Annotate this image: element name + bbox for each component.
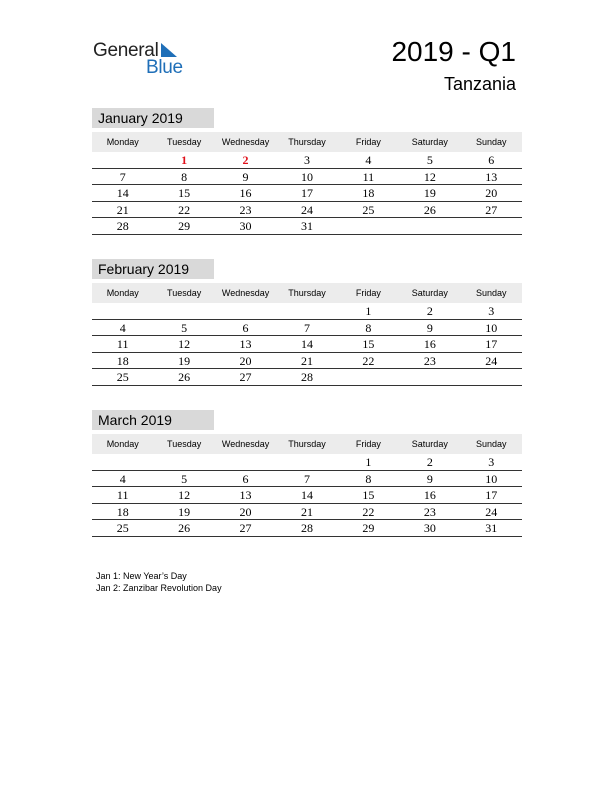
week-row [92,336,522,353]
day-cell: 3 [488,455,495,469]
day-cell: 7 [303,320,310,335]
day-cell: 21 [300,504,313,519]
day-cell: 27 [485,202,498,217]
weekday-header [92,132,522,152]
day-cell: 20 [485,186,498,201]
day-cell: 28 [300,521,313,536]
day-cell: 1 [365,304,372,318]
day-cell: 23 [239,202,252,217]
day-cell: 21 [116,202,129,217]
logo-word-general: General [93,40,159,61]
weekday-label: Wednesday [221,137,270,147]
day-cell: 29 [178,219,191,234]
day-cell: 21 [300,353,313,368]
day-cell: 18 [116,353,129,368]
day-cell: 15 [178,186,191,201]
day-cell: 22 [178,202,191,217]
day-cell: 15 [362,337,375,352]
day-cell: 18 [116,504,129,519]
month-january [92,108,522,235]
day-cell [276,454,337,470]
day-cell [461,218,522,234]
day-cell: 3 [303,153,310,167]
weekday-label: Friday [355,439,381,449]
day-cell: 10 [485,320,498,335]
day-cell: 8 [365,320,372,335]
day-cell: 12 [423,169,436,184]
weekday-label: Thursday [288,137,326,147]
day-cell: 6 [242,320,249,335]
day-cell: 25 [362,202,375,217]
day-cell [338,369,399,385]
day-cell: 19 [178,353,191,368]
week-row [92,303,522,320]
day-cell: 24 [485,504,498,519]
day-cell: 24 [485,353,498,368]
day-cell: 24 [300,202,313,217]
week-row [92,202,522,219]
month-march [92,410,522,537]
day-cell: 17 [300,186,313,201]
day-cell: 27 [239,521,252,536]
day-cell: 4 [365,153,372,167]
holiday-notes [96,570,222,594]
day-cell: 19 [423,186,436,201]
day-cell: 2 [426,455,433,469]
week-row [92,520,522,537]
day-cell: 31 [300,219,313,234]
day-cell: 31 [485,521,498,536]
week-row [92,454,522,471]
weekday-label: Sunday [475,439,507,449]
weekday-label: Wednesday [221,288,270,298]
day-cell: 17 [485,488,498,503]
holiday-note: Jan 1: New Year’s Day [96,571,187,581]
day-cell: 4 [119,471,126,486]
day-cell: 11 [362,169,375,184]
day-cell: 18 [362,186,375,201]
weekday-label: Saturday [411,288,448,298]
day-cell [153,454,214,470]
day-cell: 26 [178,521,191,536]
weekday-label: Sunday [475,137,507,147]
day-cell [215,454,276,470]
day-cell [92,454,153,470]
day-cell [92,303,153,319]
weekday-label: Tuesday [167,137,202,147]
day-cell: 26 [423,202,436,217]
day-cell: 9 [242,169,249,184]
week-row [92,471,522,488]
week-row [92,320,522,337]
day-cell [461,369,522,385]
day-cell: 22 [362,504,375,519]
day-cell: 20 [239,504,252,519]
day-cell: 4 [119,320,126,335]
day-cell: 15 [362,488,375,503]
day-cell: 1 [365,455,372,469]
week-row [92,353,522,370]
day-cell: 13 [485,169,498,184]
day-cell: 3 [488,304,495,318]
day-cell: 29 [362,521,375,536]
weekday-header [92,434,522,454]
weekday-label: Monday [106,439,139,449]
week-row [92,487,522,504]
day-cell: 19 [178,504,191,519]
day-cell: 5 [181,320,188,335]
day-cell: 16 [423,337,436,352]
weekday-label: Friday [355,288,381,298]
day-cell: 14 [300,337,313,352]
week-row [92,218,522,235]
day-cell: 28 [300,370,313,385]
weekday-header [92,283,522,303]
day-cell: 5 [181,471,188,486]
weekday-label: Tuesday [167,439,202,449]
month-title: February 2019 [92,259,214,279]
day-cell [276,303,337,319]
weekday-label: Saturday [411,439,448,449]
day-cell: 10 [300,169,313,184]
weekday-label: Saturday [411,137,448,147]
day-cell: 7 [119,169,126,184]
page-title: 2019 - Q1 [391,36,516,67]
day-cell: 14 [300,488,313,503]
weekday-label: Monday [106,288,139,298]
day-cell: 2 [426,304,433,318]
day-cell: 12 [178,337,191,352]
month-february [92,259,522,386]
logo-word-blue: Blue [146,57,183,78]
day-cell: 22 [362,353,375,368]
day-cell: 25 [116,370,129,385]
day-cell: 2 [242,153,249,167]
weekday-label: Wednesday [221,439,270,449]
week-row [92,185,522,202]
day-cell: 10 [485,471,498,486]
day-cell [399,218,460,234]
day-cell: 6 [242,471,249,486]
day-cell: 27 [239,370,252,385]
day-cell [399,369,460,385]
day-cell [338,218,399,234]
day-cell: 11 [116,337,129,352]
day-cell: 28 [116,219,129,234]
day-cell: 23 [423,353,436,368]
holiday-note: Jan 2: Zanzibar Revolution Day [96,583,222,593]
day-cell: 30 [239,219,252,234]
day-cell [153,303,214,319]
month-title: January 2019 [92,108,214,128]
day-cell: 20 [239,353,252,368]
week-row [92,504,522,521]
day-cell [215,303,276,319]
week-row [92,369,522,386]
country-name: Tanzania [443,74,516,94]
day-cell: 12 [178,488,191,503]
generalblue-logo [93,40,193,80]
logo-triangle-icon [161,43,177,57]
day-cell: 16 [423,488,436,503]
week-row [92,169,522,186]
weekday-label: Sunday [475,288,507,298]
month-weeks [92,303,522,386]
day-cell: 9 [426,320,433,335]
day-cell: 26 [178,370,191,385]
month-weeks [92,454,522,537]
weekday-label: Thursday [288,439,326,449]
month-title: March 2019 [92,410,214,430]
day-cell: 11 [116,488,129,503]
day-cell: 1 [181,153,188,167]
day-cell [92,152,153,168]
day-cell: 6 [488,153,495,167]
weekday-label: Friday [355,137,381,147]
weekday-label: Thursday [288,288,326,298]
day-cell: 30 [423,521,436,536]
weekday-label: Monday [106,137,139,147]
day-cell: 8 [181,169,188,184]
day-cell: 13 [239,488,252,503]
week-row [92,152,522,169]
month-weeks [92,152,522,235]
day-cell: 16 [239,186,252,201]
day-cell: 25 [116,521,129,536]
day-cell: 9 [426,471,433,486]
day-cell: 8 [365,471,372,486]
day-cell: 5 [426,153,433,167]
weekday-label: Tuesday [167,288,202,298]
day-cell: 23 [423,504,436,519]
day-cell: 17 [485,337,498,352]
day-cell: 13 [239,337,252,352]
day-cell: 7 [303,471,310,486]
day-cell: 14 [116,186,129,201]
